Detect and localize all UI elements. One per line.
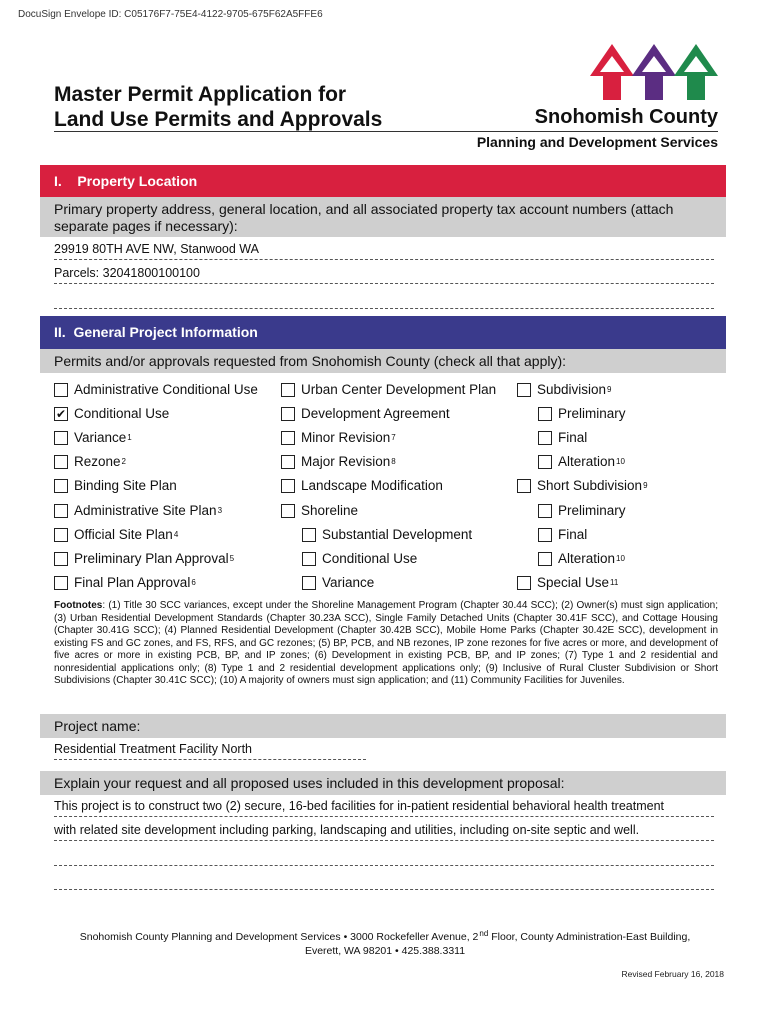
section-1-prompt: Primary property address, general location, and all associated property tax account numbers (attach separate pages if necessary): xyxy=(40,197,726,237)
checkbox[interactable] xyxy=(54,407,68,421)
footnotes-text: : (1) Title 30 SCC variances, except under the Shoreline Management Program (Chapter 30.44 SCC); (2) Owner(s) must sign application; (3) Urban Residential Development Standards (Chapter 30.23A SCC), Single Family Detached Units (Chapter 30.41F SCC), and Cottage Housing (Chapter 30.41G SCC); (4) Planned Residential Development (Chapter 30.42B SCC), Mobile Home Parks (Chapter 30.42E SCC), development in existing FS and GC zones, and FS, RFS, and GC rezones; (5) BP, PCB, and NB rezones, IP zone rezones for five acres or more, and development of five acres or more in existing PCB, BP, and IP zones; (6) Development in existing PCB, BP, and IP zones; (7) Type 1 and 2 residential and nonresidential applications only; (8) Type 1 and 2 residential development applications only; (9) Inclusive of Rural Cluster Subdivision or Short Subdivisions (Chapter 30.41C SCC); (10) A majority of owners must sign application; and (11) Community Facilities for Juveniles. xyxy=(54,600,718,686)
permit-option-2-2[interactable] xyxy=(281,405,450,423)
footer-line-1b: Floor, County Administration-East Building, xyxy=(488,931,691,943)
checkbox[interactable] xyxy=(538,552,552,566)
checkbox-label: Landscape Modification xyxy=(301,478,443,493)
checkbox-label: Binding Site Plan xyxy=(74,478,177,493)
permit-option-2-9[interactable] xyxy=(302,574,374,592)
checkbox-label: Rezone xyxy=(74,454,121,469)
title-line-1: Master Permit Application for xyxy=(54,83,347,106)
checkbox-label: Short Subdivision xyxy=(537,478,643,493)
permit-option-1-7[interactable]: Official Site Plan 4 xyxy=(54,526,178,544)
permit-option-1-6[interactable]: Administrative Site Plan 3 xyxy=(54,502,222,520)
permit-option-3-1[interactable]: Subdivision 9 xyxy=(517,381,612,399)
permit-option-2-5[interactable] xyxy=(281,477,443,495)
checkbox-label: Administrative Site Plan xyxy=(74,503,217,518)
checkbox[interactable] xyxy=(54,552,68,566)
checkbox-label: Subdivision xyxy=(537,382,607,397)
checkbox[interactable] xyxy=(54,576,68,590)
checkbox-label: Final xyxy=(558,527,588,542)
explain-line-2[interactable]: with related site development including parking, landscaping and utilities, including on-site septic and well. xyxy=(54,821,714,841)
checkbox[interactable] xyxy=(54,431,68,445)
explain-line-3[interactable] xyxy=(54,846,714,866)
checkbox-label: Urban Center Development Plan xyxy=(301,382,497,397)
permit-option-3-3[interactable] xyxy=(538,429,587,447)
permit-option-2-7[interactable] xyxy=(302,526,472,544)
permit-option-1-9[interactable]: Final Plan Approval 6 xyxy=(54,574,196,592)
permit-option-2-3[interactable]: Minor Revision 7 xyxy=(281,429,396,447)
checkbox[interactable] xyxy=(302,552,316,566)
permit-option-3-7[interactable] xyxy=(538,526,587,544)
snohomish-county-logo xyxy=(588,40,724,104)
checkbox-label: Alteration xyxy=(558,551,616,566)
checkbox-label: Shoreline xyxy=(301,503,359,518)
checkbox-label: Alteration xyxy=(558,454,616,469)
checkbox-label: Variance xyxy=(322,575,375,590)
checkbox[interactable] xyxy=(54,528,68,542)
checkbox-label: Development Agreement xyxy=(301,406,450,421)
checkbox-label: Substantial Development xyxy=(322,527,473,542)
section-2-heading: II. General Project Information xyxy=(40,316,726,349)
checkbox[interactable] xyxy=(538,528,552,542)
revised-date: Revised February 16, 2018 xyxy=(621,969,724,979)
county-name: Snohomish County xyxy=(534,106,718,128)
footnotes-label: Footnotes xyxy=(54,600,103,611)
checkbox[interactable] xyxy=(281,504,295,518)
footer-line-2: Everett, WA 98201 • 425.388.3311 xyxy=(304,945,466,957)
project-name-field[interactable]: Residential Treatment Facility North xyxy=(54,740,366,760)
permit-option-1-5[interactable] xyxy=(54,477,177,495)
checkbox[interactable] xyxy=(281,383,295,397)
checkbox[interactable] xyxy=(538,455,552,469)
checkbox[interactable] xyxy=(517,576,531,590)
permit-option-1-2[interactable] xyxy=(54,405,169,423)
checkbox[interactable] xyxy=(538,504,552,518)
checkbox[interactable] xyxy=(281,455,295,469)
checkbox[interactable] xyxy=(54,479,68,493)
permit-option-3-2[interactable] xyxy=(538,405,626,423)
title-line-2: Land Use Permits and Approvals xyxy=(54,108,383,131)
checkbox-label: Special Use xyxy=(537,575,610,590)
permit-option-3-6[interactable] xyxy=(538,502,626,520)
permit-option-3-4[interactable]: Alteration 10 xyxy=(538,453,625,471)
checkbox[interactable] xyxy=(538,431,552,445)
permit-option-1-4[interactable]: Rezone 2 xyxy=(54,453,126,471)
permit-option-2-1[interactable] xyxy=(281,381,496,399)
checkbox-label: Preliminary Plan Approval xyxy=(74,551,229,566)
checkbox-label: Administrative Conditional Use xyxy=(74,382,258,397)
permit-option-3-8[interactable]: Alteration 10 xyxy=(538,550,625,568)
checkbox[interactable] xyxy=(54,383,68,397)
property-extra-field[interactable] xyxy=(54,289,714,309)
explain-request-prompt: Explain your request and all proposed uses included in this development proposal: xyxy=(40,771,726,795)
footer-line-1-sup: nd xyxy=(479,928,489,938)
checkbox[interactable] xyxy=(302,576,316,590)
checkbox[interactable] xyxy=(54,504,68,518)
permit-option-1-8[interactable]: Preliminary Plan Approval 5 xyxy=(54,550,234,568)
checkbox-label: Variance xyxy=(74,430,127,445)
permit-option-1-3[interactable]: Variance 1 xyxy=(54,429,132,447)
permit-option-2-6[interactable] xyxy=(281,502,358,520)
checkbox[interactable] xyxy=(281,479,295,493)
checkbox-label: Major Revision xyxy=(301,454,391,469)
docusign-envelope-id: DocuSign Envelope ID: C05176F7-75E4-4122-9705-675F62A5FFE6 xyxy=(18,9,323,20)
footnotes xyxy=(54,600,718,688)
footer-line-1a: Snohomish County Planning and Development Services • 3000 Rockefeller Avenue, 2 xyxy=(79,931,479,943)
permit-option-1-1[interactable] xyxy=(54,381,258,399)
explain-line-4[interactable] xyxy=(54,870,714,890)
checkbox[interactable] xyxy=(54,455,68,469)
checkbox[interactable] xyxy=(281,431,295,445)
section-1-heading: I. Property Location xyxy=(40,165,726,197)
checkbox-label: Conditional Use xyxy=(322,551,418,566)
department-name: Planning and Development Services xyxy=(476,134,718,150)
permit-option-2-8[interactable] xyxy=(302,550,417,568)
checkbox-label: Preliminary xyxy=(558,406,626,421)
checkbox[interactable] xyxy=(517,383,531,397)
checkbox-label: Preliminary xyxy=(558,503,626,518)
property-address-field[interactable]: 29919 80TH AVE NW, Stanwood WA xyxy=(54,240,714,260)
checkbox[interactable] xyxy=(538,407,552,421)
checkbox-label: Final xyxy=(558,430,588,445)
checkbox[interactable] xyxy=(281,407,295,421)
checkbox-label: Conditional Use xyxy=(74,406,170,421)
section-2-prompt: Permits and/or approvals requested from Snohomish County (check all that apply): xyxy=(40,349,726,373)
explain-line-1[interactable]: This project is to construct two (2) secure, 16-bed facilities for in-patient residential behavioral health treatment xyxy=(54,797,714,817)
project-name-prompt: Project name: xyxy=(40,714,726,738)
checkbox-label: Official Site Plan xyxy=(74,527,173,542)
permit-option-3-9[interactable]: Special Use 11 xyxy=(517,574,618,592)
checkbox[interactable] xyxy=(302,528,316,542)
checkbox[interactable] xyxy=(517,479,531,493)
title-divider xyxy=(54,131,718,132)
page-title xyxy=(54,82,382,132)
permit-option-3-5[interactable]: Short Subdivision 9 xyxy=(517,477,648,495)
permit-option-2-4[interactable]: Major Revision 8 xyxy=(281,453,396,471)
footer-address xyxy=(40,930,730,958)
checkbox-label: Final Plan Approval xyxy=(74,575,191,590)
parcels-field[interactable]: Parcels: 32041800100100 xyxy=(54,264,714,284)
checkbox-label: Minor Revision xyxy=(301,430,391,445)
